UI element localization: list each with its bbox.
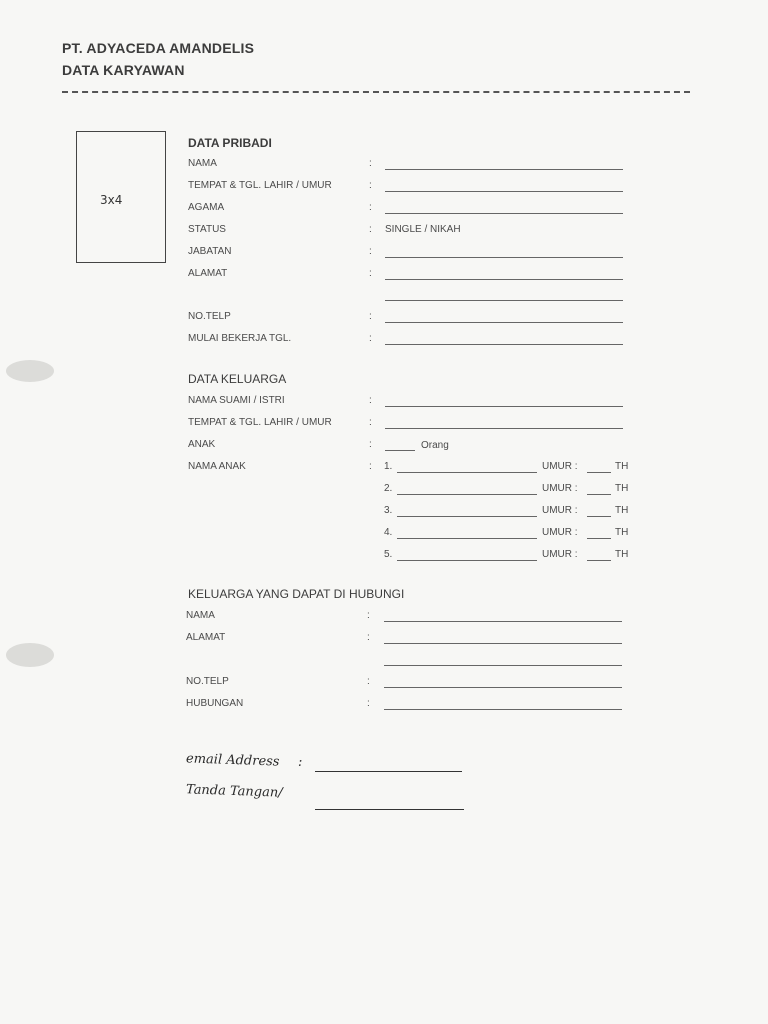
field-line-email[interactable] (315, 771, 462, 772)
field-line-child-age[interactable] (587, 494, 611, 495)
field-line-child-age[interactable] (587, 560, 611, 561)
colon: : (367, 610, 370, 621)
child-number: 5. (384, 549, 393, 560)
handwritten-email-label: email Address (185, 751, 280, 770)
th-label: TH (615, 461, 629, 472)
th-label: TH (615, 505, 629, 516)
handwritten-signature-label: Tanda Tangan/ (185, 782, 283, 801)
label-anak: ANAK (188, 439, 216, 450)
label-kontak-nama: NAMA (186, 610, 215, 621)
field-line-signature[interactable] (315, 809, 464, 810)
company-name: PT. ADYACEDA AMANDELIS (62, 40, 255, 56)
field-line-child-age[interactable] (587, 472, 611, 473)
field-line-child-name[interactable] (397, 516, 537, 517)
label-jabatan: JABATAN (188, 246, 232, 257)
umur-label: UMUR : (542, 483, 578, 494)
label-hubungan: HUBUNGAN (186, 698, 244, 709)
colon: : (367, 632, 370, 643)
label-no-telp: NO.TELP (188, 311, 231, 322)
punch-hole-mark (6, 360, 54, 382)
label-kontak-alamat: ALAMAT (186, 632, 226, 643)
th-label: TH (615, 527, 629, 538)
field-line-kontak-nama[interactable] (384, 621, 622, 622)
child-number: 1. (384, 461, 393, 472)
umur-label: UMUR : (542, 461, 578, 472)
colon: : (367, 676, 370, 687)
field-line-alamat-1[interactable] (385, 279, 623, 280)
field-line-child-age[interactable] (587, 538, 611, 539)
colon: : (369, 180, 372, 191)
anak-unit: Orang (421, 440, 449, 451)
colon: : (369, 268, 372, 279)
umur-label: UMUR : (542, 527, 578, 538)
field-line-kontak-no-telp[interactable] (384, 687, 622, 688)
colon: : (369, 417, 372, 428)
field-line-kontak-alamat-2[interactable] (384, 665, 622, 666)
label-agama: AGAMA (188, 202, 225, 213)
document-title: DATA KARYAWAN (62, 62, 185, 78)
umur-label: UMUR : (542, 505, 578, 516)
field-line-child-name[interactable] (397, 560, 537, 561)
colon: : (369, 333, 372, 344)
field-line-no-telp[interactable] (385, 322, 623, 323)
label-nama: NAMA (188, 158, 217, 169)
field-line-agama[interactable] (385, 213, 623, 214)
field-line-keluarga-tempat-tgl-lahir[interactable] (385, 428, 623, 429)
label-alamat: ALAMAT (188, 268, 228, 279)
child-number: 3. (384, 505, 393, 516)
field-line-hubungan[interactable] (384, 709, 622, 710)
field-line-jumlah-anak[interactable] (385, 450, 415, 451)
photo-size-label: 3x4 (100, 193, 123, 207)
label-tempat-tgl-lahir: TEMPAT & TGL. LAHIR / UMUR (188, 180, 332, 191)
field-line-nama-suami-istri[interactable] (385, 406, 623, 407)
field-line-child-age[interactable] (587, 516, 611, 517)
colon: : (369, 461, 372, 472)
child-number: 4. (384, 527, 393, 538)
field-line-jabatan[interactable] (385, 257, 623, 258)
field-line-child-name[interactable] (397, 472, 537, 473)
section-data-pribadi: DATA PRIBADI (188, 136, 272, 150)
label-keluarga-tempat-tgl-lahir: TEMPAT & TGL. LAHIR / UMUR (188, 417, 332, 428)
colon: : (369, 158, 372, 169)
section-kontak-darurat: KELUARGA YANG DAPAT DI HUBUNGI (188, 587, 405, 601)
colon: : (369, 202, 372, 213)
label-kontak-no-telp: NO.TELP (186, 676, 229, 687)
field-line-child-name[interactable] (397, 538, 537, 539)
th-label: TH (615, 483, 629, 494)
field-line-tempat-tgl-lahir[interactable] (385, 191, 623, 192)
colon: : (369, 439, 372, 450)
header-divider (62, 91, 690, 93)
child-number: 2. (384, 483, 393, 494)
field-line-kontak-alamat-1[interactable] (384, 643, 622, 644)
colon: : (369, 311, 372, 322)
label-mulai-bekerja: MULAI BEKERJA TGL. (188, 333, 292, 344)
section-data-keluarga: DATA KELUARGA (188, 372, 287, 386)
punch-hole-mark (6, 643, 54, 667)
field-line-child-name[interactable] (397, 494, 537, 495)
label-nama-suami-istri: NAMA SUAMI / ISTRI (188, 395, 285, 406)
colon: : (369, 246, 372, 257)
label-nama-anak: NAMA ANAK (188, 461, 246, 472)
status-options: SINGLE / NIKAH (385, 224, 461, 235)
handwritten-colon: : (298, 755, 303, 770)
colon: : (369, 224, 372, 235)
umur-label: UMUR : (542, 549, 578, 560)
colon: : (367, 698, 370, 709)
field-line-alamat-2[interactable] (385, 300, 623, 301)
field-line-mulai-bekerja[interactable] (385, 344, 623, 345)
th-label: TH (615, 549, 629, 560)
field-line-nama[interactable] (385, 169, 623, 170)
colon: : (369, 395, 372, 406)
label-status: STATUS (188, 224, 226, 235)
